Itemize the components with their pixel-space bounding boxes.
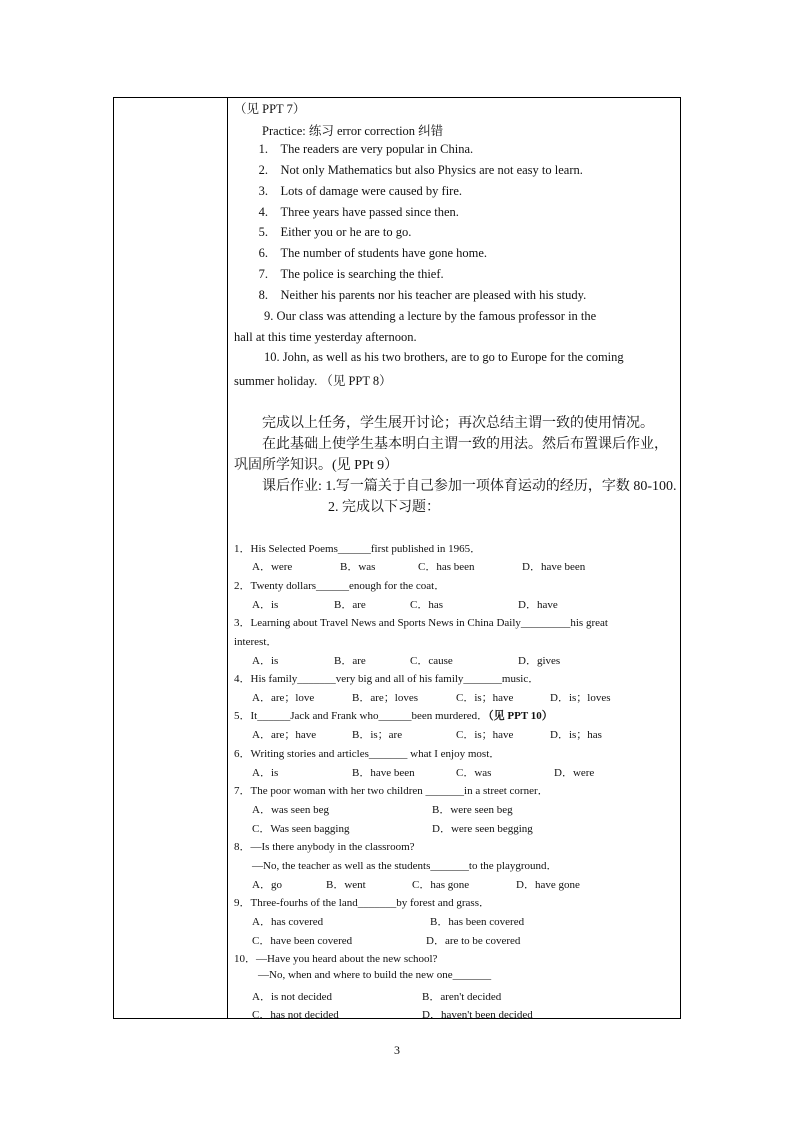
exercise-question: 10．—Have you heard about the new school? [234,953,438,965]
exercise-option: A．are；love [252,692,315,704]
exercise-option: A．go [252,879,282,891]
discussion-paragraph: 完成以上任务，学生展开讨论；再次总结主谓一致的使用情况。 [262,416,654,431]
exercise-option: D．were [554,767,595,779]
exercise-question: 3．Learning about Travel News and Sports News in China Daily_________his great [234,617,608,629]
exercise-option: C．has [410,599,443,611]
exercise-option: A．is [252,599,279,611]
exercise-option: A．is [252,767,279,779]
practice-item-10-cont: summer holiday. （见 PPT 8） [234,374,392,388]
page-number: 3 [394,1043,400,1057]
exercise-question-cont: interest． [234,636,278,648]
practice-item: 4. Three years have passed since then. [258,205,459,219]
exercise-option: D．haven't been decided [422,1009,533,1021]
exercise-option: C．have been covered [252,935,353,947]
exercise-question-cont: —No, when and where to build the new one_______ [258,969,492,981]
practice-item: 3. Lots of damage were caused by fire. [258,184,463,198]
exercise-option: D．have [518,599,558,611]
practice-item: 5. Either you or he are to go. [258,225,412,239]
exercise-option: B．went [326,879,366,891]
practice-item-9: 9. Our class was attending a lecture by the famous professor in the [264,309,597,323]
exercise-question: 2．Twenty dollars______enough for the coat． [234,580,446,592]
exercise-option: D．is；loves [550,692,611,704]
exercise-option: B．was [340,561,376,573]
exercise-option: D．have been [522,561,586,573]
exercise-option: D．have gone [516,879,580,891]
exercise-option: A．are；have [252,729,317,741]
practice-heading: Practice: 练习 error correction 纠错 [262,124,444,138]
exercise-option: C．has gone [412,879,470,891]
practice-item: 7. The police is searching the thief. [258,267,444,281]
practice-item: 6. The number of students have gone home. [258,246,488,260]
exercise-option: C．has not decided [252,1009,339,1021]
exercise-option: C．Was seen bagging [252,823,350,835]
exercise-option: C．is；have [456,729,514,741]
exercise-option: C．cause [410,655,453,667]
exercise-question-cont: —No, the teacher as well as the students_______to the playground． [252,860,558,872]
exercise-option: C．was [456,767,492,779]
exercise-option: A．was seen beg [252,804,329,816]
homework-line: 2. 完成以下习题： [328,500,440,515]
exercise-option: A．is [252,655,279,667]
exercise-question: 9．Three-fourhs of the land_______by forest and grass． [234,897,490,909]
practice-item: 2. Not only Mathematics but also Physics are not easy to learn. [258,163,583,177]
discussion-paragraph: 巩固所学知识。(见 PPt 9） [234,458,399,473]
exercise-option: D．gives [518,655,561,667]
exercise-question: 6．Writing stories and articles_______ what I enjoy most． [234,748,501,760]
practice-item-10: 10. John, as well as his two brothers, are to go to Europe for the coming [264,350,624,364]
exercise-question: 7．The poor woman with her two children _______in a street corner． [234,785,549,797]
exercise-option: B．aren't decided [422,991,502,1003]
exercise-option: B．has been covered [430,916,525,928]
exercise-option: B．were seen beg [432,804,513,816]
exercise-option: D．are to be covered [426,935,521,947]
practice-item-9-cont: hall at this time yesterday afternoon. [234,330,417,344]
exercise-question: 5．It______Jack and Frank who______been murdered．（见 PPT 10） [234,710,553,722]
ppt-reference: （见 PPT 7） [234,102,306,116]
practice-item: 1. The readers are very popular in China. [258,142,474,156]
exercise-question: 4．His family_______very big and all of his family_______music． [234,673,540,685]
homework-line: 课后作业: 1.写一篇关于自己参加一项体育运动的经历，字数 80-100. [262,479,677,494]
exercise-option: D．is；has [550,729,602,741]
exercise-option: B．have been [352,767,415,779]
exercise-option: D．were seen begging [432,823,533,835]
ppt-reference: （见 PPT 10） [488,710,553,722]
exercise-option: B．are [334,599,366,611]
exercise-question: 1．His Selected Poems______first published in 1965． [234,543,482,555]
exercise-option: B．is；are [352,729,403,741]
exercise-option: A．has covered [252,916,324,928]
practice-item: 8. Neither his parents nor his teacher are pleased with his study. [258,288,587,302]
exercise-option: A．is not decided [252,991,333,1003]
exercise-question: 8．—Is there anybody in the classroom? [234,841,415,853]
exercise-option: A．were [252,561,293,573]
exercise-option: B．are；loves [352,692,418,704]
discussion-paragraph: 在此基础上使学生基本明白主谓一致的用法。然后布置课后作业， [262,437,668,452]
exercise-option: C．has been [418,561,475,573]
table-column-divider [227,97,228,1019]
exercise-option: C．is；have [456,692,514,704]
exercise-option: B．are [334,655,366,667]
